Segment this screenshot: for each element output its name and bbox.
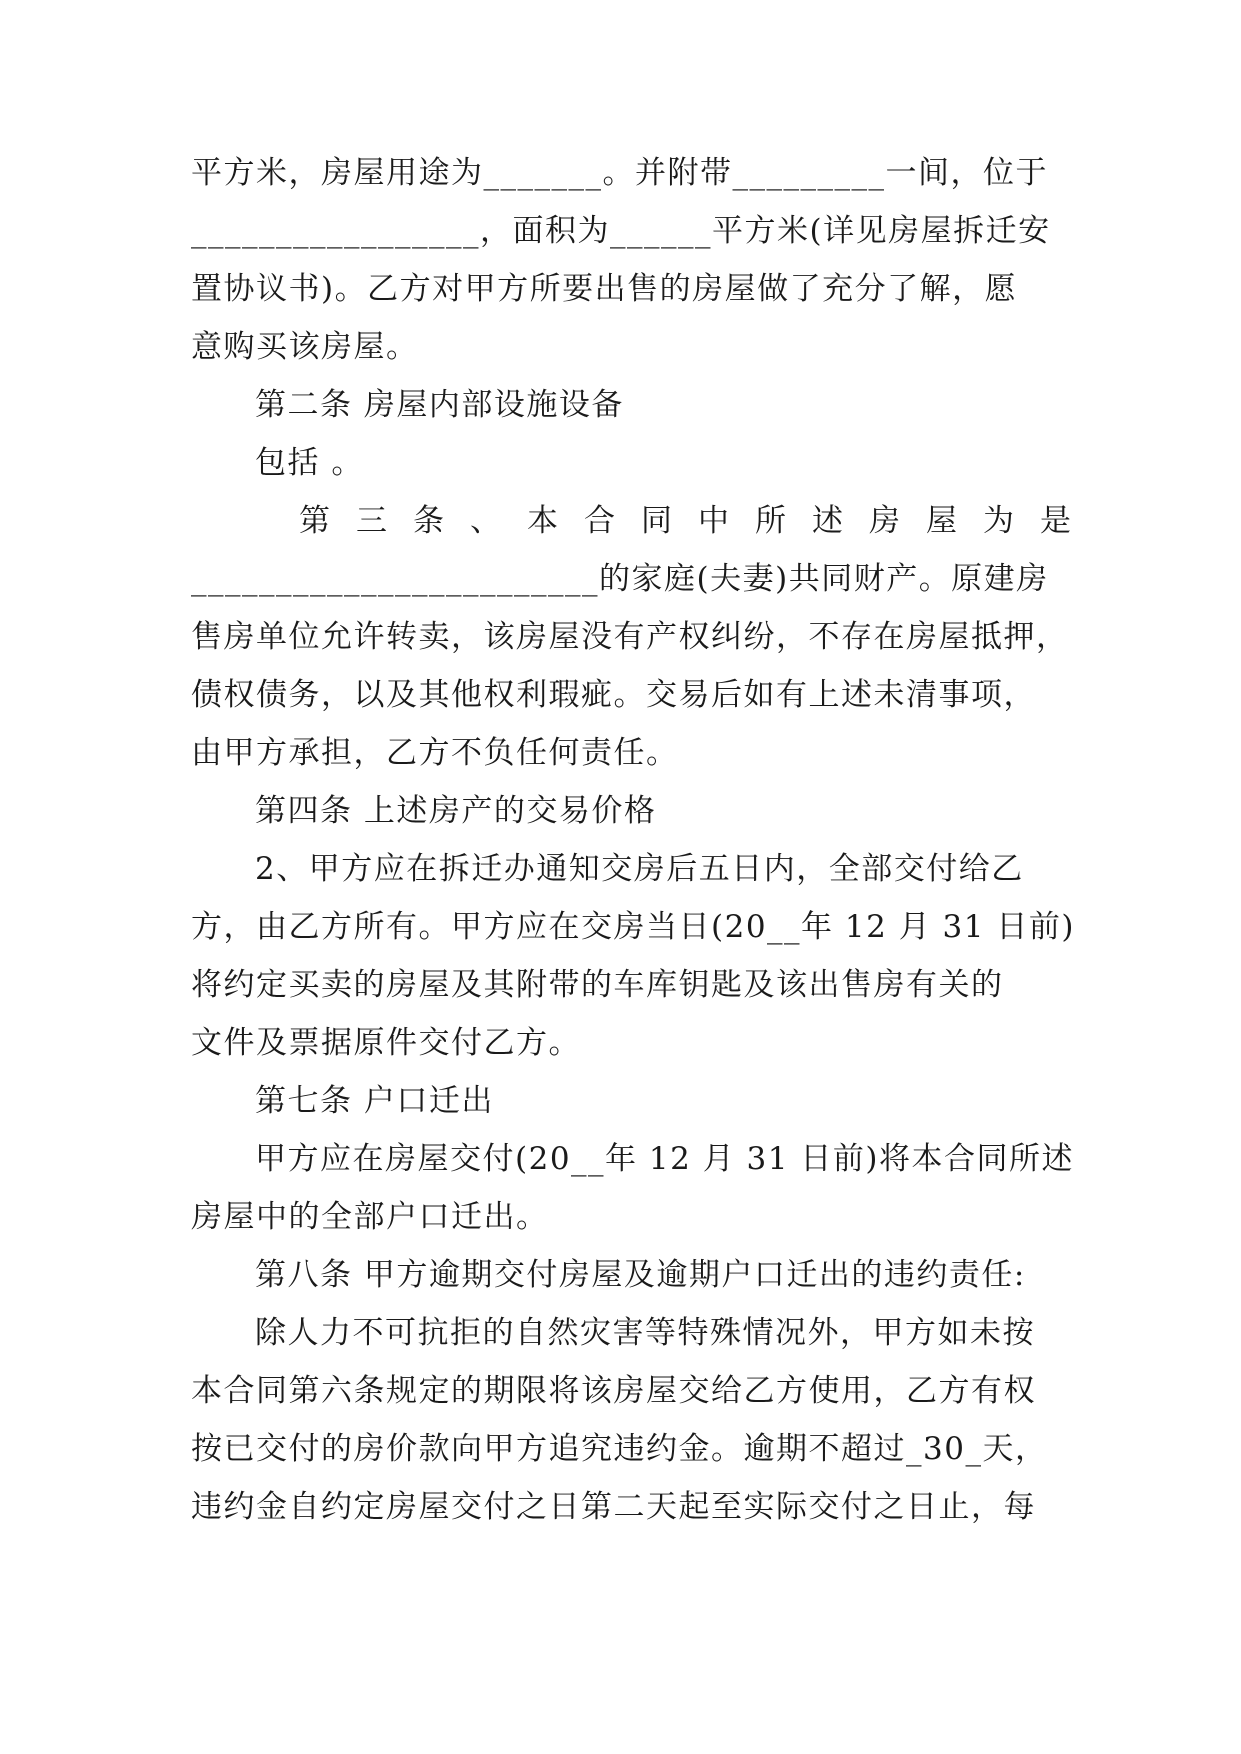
article-heading: 第二条 房屋内部设施设备 (255, 387, 624, 423)
paragraph-line: 按已交付的房价款向甲方追究违约金。逾期不超过_30_天， (191, 1431, 1048, 1467)
paragraph-line: ________________________的家庭(夫妻)共同财产。原建房 (191, 561, 1049, 597)
article-heading: 第四条 上述房产的交易价格 (255, 793, 657, 829)
document-body (191, 155, 1097, 1547)
paragraph-line: 售房单位允许转卖，该房屋没有产权纠纷，不存在房屋抵押， (191, 619, 1069, 655)
paragraph-line: 方，由乙方所有。甲方应在交房当日(20__年 12 月 31 日前) (191, 909, 1075, 945)
article-heading: 第三条、本合同中所述房屋为是 (299, 503, 1097, 539)
paragraph-line: 平方米，房屋用途为_______。并附带_________一间，位于 (191, 155, 1048, 191)
paragraph-line: 置协议书)。乙方对甲方所要出售的房屋做了充分了解，愿 (191, 271, 1018, 307)
paragraph-line: 包括 。 (255, 445, 364, 481)
paragraph-line: 将约定买卖的房屋及其附带的车库钥匙及该出售房有关的 (191, 967, 1004, 1003)
paragraph-line: 本合同第六条规定的期限将该房屋交给乙方使用，乙方有权 (191, 1373, 1036, 1409)
paragraph-line: _________________，面积为______平方米(详见房屋拆迁安 (191, 213, 1051, 249)
paragraph-line: 文件及票据原件交付乙方。 (191, 1025, 581, 1061)
paragraph-line: 违约金自约定房屋交付之日第二天起至实际交付之日止，每 (191, 1489, 1036, 1525)
paragraph-line: 除人力不可抗拒的自然灾害等特殊情况外，甲方如未按 (255, 1315, 1035, 1351)
paragraph-line: 债权债务，以及其他权利瑕疵。交易后如有上述未清事项， (191, 677, 1036, 713)
paragraph-line: 房屋中的全部户口迁出。 (191, 1199, 549, 1235)
article-heading: 第七条 户口迁出 (255, 1083, 494, 1119)
paragraph-line: 2、甲方应在拆迁办通知交房后五日内，全部交付给乙 (255, 851, 1024, 887)
article-heading: 第八条 甲方逾期交付房屋及逾期户口迁出的违约责任: (255, 1257, 1026, 1293)
paragraph-line: 甲方应在房屋交付(20__年 12 月 31 日前)将本合同所述 (255, 1141, 1074, 1177)
paragraph-line: 由甲方承担，乙方不负任何责任。 (191, 735, 679, 771)
paragraph-line: 意购买该房屋。 (191, 329, 419, 365)
